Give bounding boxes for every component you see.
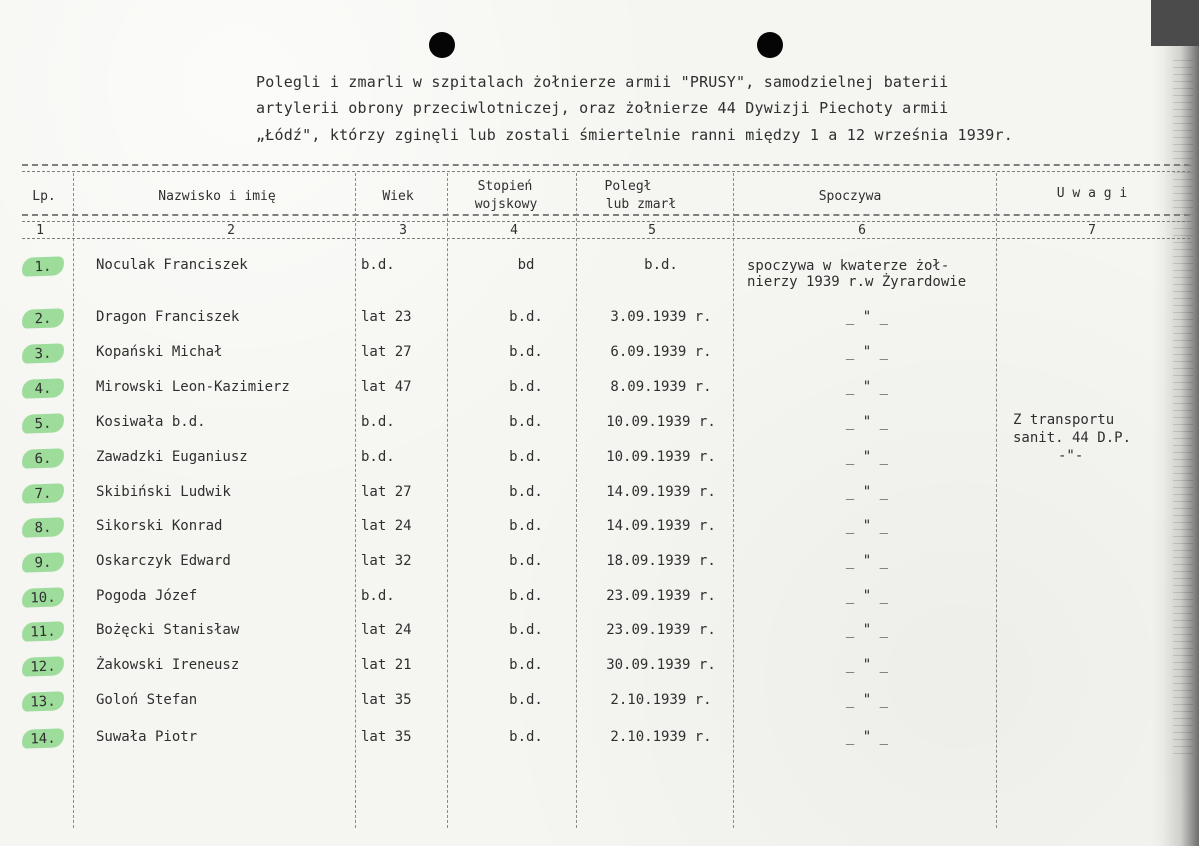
date-cell: 18.09.1939 r.: [606, 553, 716, 569]
table-row: [0, 692, 1199, 722]
age-cell: lat 21: [361, 657, 412, 673]
resting-place-cell: _ " _: [845, 309, 889, 325]
row-number-cell: [22, 692, 62, 722]
row-number-cell: [22, 729, 62, 759]
table-row: [0, 729, 1199, 759]
header-date-line-1: Poległ: [604, 179, 652, 194]
age-cell: b.d.: [361, 414, 395, 430]
table-header-bottom-rule: [22, 238, 1190, 239]
date-cell: 6.09.1939 r.: [610, 344, 712, 360]
row-number-cell: [22, 484, 62, 514]
rank-cell: b.d.: [509, 729, 543, 745]
notes-line-2: sanit. 44 D.P.: [1013, 430, 1132, 446]
age-cell: b.d.: [361, 449, 395, 465]
resting-place-cell: _ " _: [845, 518, 889, 534]
scan-edge-tab: [1151, 0, 1199, 46]
age-cell: lat 24: [361, 518, 412, 534]
rank-cell: b.d.: [509, 553, 543, 569]
row-number-marker: 3.: [22, 343, 65, 363]
header-rank-line-1: Stopień: [477, 179, 533, 194]
date-cell: 10.09.1939 r.: [606, 414, 716, 430]
name-cell: Kosiwała b.d.: [96, 414, 206, 430]
row-number-cell: [22, 379, 62, 409]
row-number-cell: [22, 588, 62, 618]
column-number-5: 5: [648, 223, 656, 238]
age-cell: b.d.: [361, 257, 395, 273]
resting-place-line-2: nierzy 1939 r.w Żyrardowie: [747, 274, 967, 290]
header-age: Wiek: [382, 189, 414, 204]
table-row: [0, 309, 1199, 339]
row-number-cell: [22, 414, 62, 444]
table-top-rule-1: [22, 164, 1190, 166]
name-cell: Bożęcki Stanisław: [96, 622, 240, 638]
age-cell: lat 23: [361, 309, 412, 325]
notes-line-3: -"-: [1058, 448, 1084, 464]
row-number-cell: [22, 553, 62, 583]
column-number-6: 6: [858, 223, 866, 238]
row-number-marker: 8.: [22, 517, 65, 537]
title-line-1: Polegli i zmarli w szpitalach żołnierze armii "PRUSY", samodzielnej baterii: [256, 73, 949, 91]
rank-cell: b.d.: [509, 309, 543, 325]
column-number-2: 2: [227, 223, 235, 238]
date-cell: 8.09.1939 r.: [610, 379, 712, 395]
date-cell: 10.09.1939 r.: [606, 449, 716, 465]
resting-place-cell: _ " _: [845, 692, 889, 708]
resting-place-cell: _ " _: [845, 484, 889, 500]
row-number-marker: 2.: [22, 308, 65, 328]
age-cell: lat 27: [361, 484, 412, 500]
row-number-marker: 4.: [22, 378, 65, 398]
row-number-marker: 1.: [22, 256, 65, 276]
age-cell: lat 35: [361, 692, 412, 708]
resting-place-cell: _ " _: [845, 414, 889, 430]
date-cell: 14.09.1939 r.: [606, 518, 716, 534]
table-header-rule-2: [22, 221, 1190, 222]
date-cell: b.d.: [644, 257, 678, 273]
table-row: [0, 484, 1199, 514]
row-number-marker: 5.: [22, 413, 65, 433]
rank-cell: bd: [517, 257, 535, 273]
date-cell: 3.09.1939 r.: [610, 309, 712, 325]
table-header-rule-1: [22, 214, 1190, 216]
date-cell: 23.09.1939 r.: [606, 588, 716, 604]
table-row: [0, 553, 1199, 583]
age-cell: lat 32: [361, 553, 412, 569]
punch-hole-right: [757, 32, 783, 58]
notes-block: [1013, 411, 1153, 465]
resting-place-cell: _ " _: [845, 449, 889, 465]
table-row: [0, 657, 1199, 687]
row-number-marker: 13.: [22, 691, 65, 711]
date-cell: 23.09.1939 r.: [606, 622, 716, 638]
resting-place-cell: _ " _: [845, 729, 889, 745]
rank-cell: b.d.: [509, 588, 543, 604]
name-cell: Oskarczyk Edward: [96, 553, 231, 569]
table-row: [0, 257, 1199, 290]
header-lp: Lp.: [32, 189, 56, 204]
name-cell: Sikorski Konrad: [96, 518, 223, 534]
rank-cell: b.d.: [509, 657, 543, 673]
resting-place-cell: _ " _: [845, 344, 889, 360]
rank-cell: b.d.: [509, 414, 543, 430]
rank-cell: b.d.: [509, 692, 543, 708]
resting-place-line-1: spoczywa w kwaterze żoł-: [747, 258, 950, 274]
row-number-cell: [22, 622, 62, 652]
name-cell: Mirowski Leon-Kazimierz: [96, 379, 290, 395]
table-row: [0, 344, 1199, 374]
age-cell: lat 47: [361, 379, 412, 395]
age-cell: lat 27: [361, 344, 412, 360]
table-row: [0, 518, 1199, 548]
rank-cell: b.d.: [509, 379, 543, 395]
table-row: [0, 379, 1199, 409]
rank-cell: b.d.: [509, 344, 543, 360]
row-number-cell: [22, 309, 62, 339]
date-cell: 2.10.1939 r.: [610, 692, 712, 708]
header-date-line-2: lub zmarł: [605, 197, 677, 212]
resting-place-cell: _ " _: [845, 588, 889, 604]
date-cell: 2.10.1939 r.: [610, 729, 712, 745]
resting-place-cell: _ " _: [845, 657, 889, 673]
name-cell: Skibiński Ludwik: [96, 484, 231, 500]
age-cell: b.d.: [361, 588, 395, 604]
resting-place-cell: _ " _: [845, 553, 889, 569]
column-number-4: 4: [510, 223, 518, 238]
name-cell: Goloń Stefan: [96, 692, 198, 708]
row-number-marker: 14.: [22, 728, 65, 748]
column-number-3: 3: [399, 223, 407, 238]
row-number-marker: 11.: [22, 621, 65, 641]
resting-place-cell: _ " _: [845, 622, 889, 638]
row-number-marker: 12.: [22, 656, 65, 676]
table-row: [0, 588, 1199, 618]
row-number-cell: [22, 518, 62, 548]
age-cell: lat 35: [361, 729, 412, 745]
name-cell: Żakowski Ireneusz: [96, 657, 240, 673]
column-number-1: 1: [36, 223, 44, 238]
header-rank-line-2: wojskowy: [474, 197, 538, 212]
header-notes: U w a g i: [1056, 186, 1128, 201]
age-cell: lat 24: [361, 622, 412, 638]
resting-place-cell: _ " _: [845, 379, 889, 395]
notes-line-1: Z transportu: [1013, 412, 1115, 428]
row-number-cell: [22, 257, 62, 287]
name-cell: Kopański Michał: [96, 344, 223, 360]
row-number-cell: [22, 657, 62, 687]
column-number-7: 7: [1088, 223, 1096, 238]
punch-hole-left: [429, 32, 455, 58]
name-cell: Suwała Piotr: [96, 729, 198, 745]
row-number-cell: [22, 449, 62, 479]
date-cell: 14.09.1939 r.: [606, 484, 716, 500]
name-cell: Dragon Franciszek: [96, 309, 240, 325]
title-line-3: „Łódź", którzy zginęli lub zostali śmiertelnie ranni między 1 a 12 września 1939r.: [256, 126, 1013, 144]
row-number-cell: [22, 344, 62, 374]
name-cell: Noculak Franciszek: [96, 257, 248, 273]
row-number-marker: 7.: [22, 483, 65, 503]
table-top-rule-2: [22, 171, 1190, 172]
name-cell: Zawadzki Euganiusz: [96, 449, 248, 465]
name-cell: Pogoda Józef: [96, 588, 198, 604]
title-line-2: artylerii obrony przeciwlotniczej, oraz żołnierze 44 Dywizji Piechoty armii: [256, 99, 949, 117]
rank-cell: b.d.: [509, 484, 543, 500]
rank-cell: b.d.: [509, 518, 543, 534]
row-number-marker: 10.: [22, 587, 65, 607]
date-cell: 30.09.1939 r.: [606, 657, 716, 673]
rank-cell: b.d.: [509, 622, 543, 638]
rank-cell: b.d.: [509, 449, 543, 465]
table-row: [0, 622, 1199, 652]
row-number-marker: 6.: [22, 448, 65, 468]
row-number-marker: 9.: [22, 552, 65, 572]
header-name: Nazwisko i imię: [158, 189, 276, 204]
header-resting-place: Spoczywa: [818, 189, 882, 204]
